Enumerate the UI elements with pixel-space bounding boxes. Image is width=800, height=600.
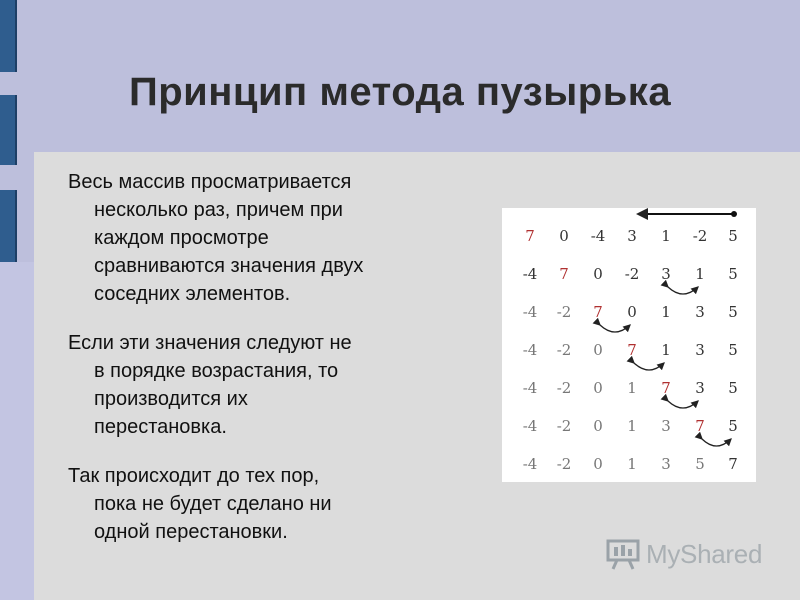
array-cell: 7 [728, 455, 738, 473]
paragraph-line: Так происходит до тех пор, [68, 465, 320, 487]
array-cell: 3 [627, 227, 637, 245]
array-cell: 1 [627, 455, 637, 473]
array-cell: 1 [627, 417, 637, 435]
array-cell: 7 [661, 379, 671, 397]
array-cell: 5 [728, 341, 738, 359]
array-cell: 7 [695, 417, 705, 435]
paragraph-line: перестановка. [94, 416, 227, 438]
paragraph-line: несколько раз, причем при [94, 199, 343, 221]
array-cell: 1 [661, 303, 671, 321]
array-cell: 1 [661, 341, 671, 359]
slide-title: Принцип метода пузырька [128, 70, 672, 114]
array-cell: 5 [728, 303, 738, 321]
swap-arrow [600, 325, 630, 332]
array-cell: 5 [728, 227, 738, 245]
array-cell: 5 [728, 417, 738, 435]
left-strip [0, 262, 34, 600]
array-cell: 0 [593, 417, 603, 435]
array-cell: -2 [556, 417, 572, 435]
array-cell: -4 [590, 227, 606, 245]
array-cell: 0 [593, 379, 603, 397]
array-cell: 0 [559, 227, 569, 245]
array-cell: 3 [695, 303, 705, 321]
array-cell: 3 [661, 265, 671, 283]
array-cell: 0 [627, 303, 637, 321]
content-panel [34, 152, 800, 600]
watermark-text: MyShared [646, 538, 763, 569]
paragraph-line: каждом просмотре [94, 227, 269, 249]
paragraph-line: Если эти значения следуют не [68, 332, 352, 354]
paragraph-3 [68, 462, 332, 546]
presentation-board-icon [606, 538, 640, 570]
paragraph-line: пока не будет сделано ни [94, 493, 332, 515]
bubble-sort-svg [502, 208, 756, 482]
array-cell: 0 [593, 341, 603, 359]
array-cell: -2 [692, 227, 708, 245]
paragraph-line: одной перестановки. [94, 521, 288, 543]
array-cell: 7 [627, 341, 637, 359]
array-cell: 1 [627, 379, 637, 397]
array-cell: 3 [661, 455, 671, 473]
array-cell: 7 [559, 265, 569, 283]
array-cell: 3 [695, 341, 705, 359]
array-cell: 5 [695, 455, 705, 473]
array-cell: -2 [556, 455, 572, 473]
array-cell: -4 [522, 265, 538, 283]
array-cell: -4 [522, 303, 538, 321]
swap-arrow [668, 287, 698, 294]
swap-arrow [668, 401, 698, 408]
array-cell: 3 [695, 379, 705, 397]
paragraph-1 [68, 168, 363, 308]
array-cell: 1 [661, 227, 671, 245]
paragraph-line: Весь массив просматривается [68, 171, 352, 193]
swap-arrow [634, 363, 664, 370]
array-cell: -4 [522, 379, 538, 397]
array-cell: -4 [522, 455, 538, 473]
array-cell: 1 [695, 265, 705, 283]
array-cell: 7 [525, 227, 535, 245]
array-cell: 3 [661, 417, 671, 435]
swap-arrow [702, 439, 731, 446]
array-cell: -2 [556, 341, 572, 359]
array-cell: -4 [522, 417, 538, 435]
array-cell: -4 [522, 341, 538, 359]
paragraph-line: в порядке возрастания, то [94, 360, 339, 382]
array-cell: -2 [556, 379, 572, 397]
bubble-sort-diagram [502, 208, 756, 482]
paragraph-line: производится их [94, 388, 248, 410]
left-accent-bar-top [0, 0, 17, 72]
array-cell: -2 [556, 303, 572, 321]
array-cell: 0 [593, 265, 603, 283]
array-cell: 0 [593, 455, 603, 473]
watermark [606, 536, 762, 572]
paragraph-2 [68, 329, 352, 441]
paragraph-line: соседних элементов. [94, 283, 291, 305]
array-cell: 7 [593, 303, 603, 321]
pass-direction-dot [731, 211, 737, 217]
array-cell: 5 [728, 265, 738, 283]
left-accent-bar-bottom [0, 190, 17, 262]
paragraph-line: сравниваются значения двух [94, 255, 364, 277]
array-cell: -2 [624, 265, 640, 283]
array-cell: 5 [728, 379, 738, 397]
